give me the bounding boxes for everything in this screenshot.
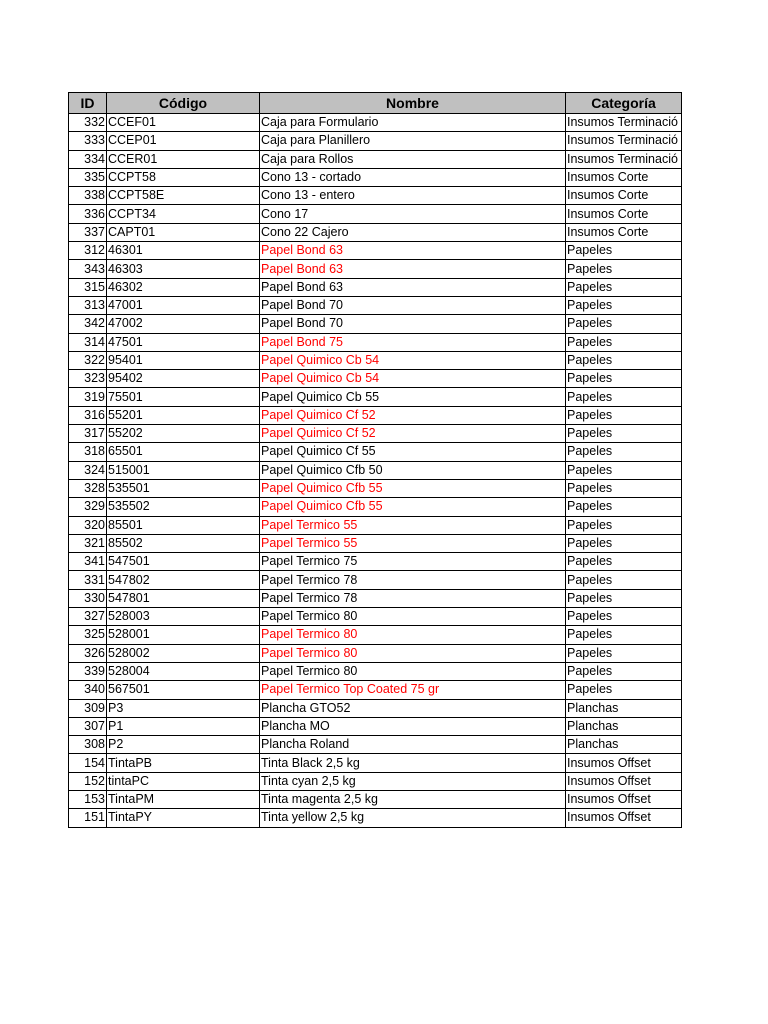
cell-nombre: Papel Bond 63 bbox=[260, 278, 566, 296]
cell-id: 153 bbox=[69, 790, 107, 808]
cell-categoria: Insumos Offset bbox=[566, 790, 682, 808]
cell-categoria: Papeles bbox=[566, 296, 682, 314]
cell-codigo: 47001 bbox=[107, 296, 260, 314]
cell-categoria: Papeles bbox=[566, 644, 682, 662]
cell-nombre: Cono 13 - cortado bbox=[260, 168, 566, 186]
cell-nombre: Papel Termico 80 bbox=[260, 662, 566, 680]
cell-id: 325 bbox=[69, 626, 107, 644]
cell-id: 343 bbox=[69, 260, 107, 278]
cell-codigo: CAPT01 bbox=[107, 223, 260, 241]
cell-nombre: Papel Bond 63 bbox=[260, 242, 566, 260]
cell-codigo: 46302 bbox=[107, 278, 260, 296]
cell-nombre: Papel Termico 55 bbox=[260, 534, 566, 552]
cell-categoria: Papeles bbox=[566, 534, 682, 552]
cell-nombre: Papel Termico 55 bbox=[260, 516, 566, 534]
table-row bbox=[69, 278, 682, 296]
cell-codigo: 65501 bbox=[107, 443, 260, 461]
cell-codigo: 547802 bbox=[107, 571, 260, 589]
table-row bbox=[69, 662, 682, 680]
table-row bbox=[69, 571, 682, 589]
cell-codigo: CCPT58E bbox=[107, 187, 260, 205]
cell-nombre: Plancha Roland bbox=[260, 736, 566, 754]
table-row bbox=[69, 443, 682, 461]
header-codigo: Código bbox=[107, 93, 260, 114]
table-row bbox=[69, 205, 682, 223]
table-row bbox=[69, 534, 682, 552]
cell-codigo: 85501 bbox=[107, 516, 260, 534]
cell-id: 151 bbox=[69, 809, 107, 827]
table-row bbox=[69, 388, 682, 406]
table-row bbox=[69, 644, 682, 662]
table-row bbox=[69, 553, 682, 571]
cell-nombre: Papel Bond 70 bbox=[260, 315, 566, 333]
table-row bbox=[69, 168, 682, 186]
cell-codigo: 47501 bbox=[107, 333, 260, 351]
cell-id: 309 bbox=[69, 699, 107, 717]
table-row bbox=[69, 150, 682, 168]
cell-codigo: 547501 bbox=[107, 553, 260, 571]
cell-id: 340 bbox=[69, 681, 107, 699]
cell-categoria: Papeles bbox=[566, 479, 682, 497]
cell-nombre: Papel Bond 75 bbox=[260, 333, 566, 351]
cell-id: 327 bbox=[69, 608, 107, 626]
table-body bbox=[69, 114, 682, 828]
table-row bbox=[69, 315, 682, 333]
cell-codigo: 528003 bbox=[107, 608, 260, 626]
cell-id: 321 bbox=[69, 534, 107, 552]
cell-categoria: Papeles bbox=[566, 662, 682, 680]
header-id: ID bbox=[69, 93, 107, 114]
cell-categoria: Planchas bbox=[566, 736, 682, 754]
cell-id: 326 bbox=[69, 644, 107, 662]
cell-id: 328 bbox=[69, 479, 107, 497]
cell-categoria: Papeles bbox=[566, 260, 682, 278]
cell-codigo: 47002 bbox=[107, 315, 260, 333]
cell-id: 154 bbox=[69, 754, 107, 772]
table-row bbox=[69, 223, 682, 241]
table-row bbox=[69, 461, 682, 479]
cell-codigo: 55202 bbox=[107, 425, 260, 443]
cell-nombre: Papel Quimico Cfb 55 bbox=[260, 479, 566, 497]
cell-codigo: 55201 bbox=[107, 406, 260, 424]
cell-nombre: Tinta cyan 2,5 kg bbox=[260, 772, 566, 790]
cell-codigo: 46301 bbox=[107, 242, 260, 260]
cell-id: 342 bbox=[69, 315, 107, 333]
cell-categoria: Insumos Corte bbox=[566, 205, 682, 223]
cell-codigo: 528002 bbox=[107, 644, 260, 662]
cell-id: 319 bbox=[69, 388, 107, 406]
table-row bbox=[69, 589, 682, 607]
cell-codigo: TintaPM bbox=[107, 790, 260, 808]
cell-categoria: Papeles bbox=[566, 278, 682, 296]
cell-codigo: 75501 bbox=[107, 388, 260, 406]
cell-nombre: Papel Quimico Cb 54 bbox=[260, 351, 566, 369]
table-header bbox=[69, 93, 682, 114]
cell-categoria: Papeles bbox=[566, 315, 682, 333]
table-row bbox=[69, 479, 682, 497]
cell-codigo: P1 bbox=[107, 717, 260, 735]
table-row bbox=[69, 114, 682, 132]
cell-nombre: Papel Termico Top Coated 75 gr bbox=[260, 681, 566, 699]
table-row bbox=[69, 370, 682, 388]
cell-codigo: CCER01 bbox=[107, 150, 260, 168]
cell-id: 152 bbox=[69, 772, 107, 790]
cell-codigo: tintaPC bbox=[107, 772, 260, 790]
cell-categoria: Papeles bbox=[566, 589, 682, 607]
cell-codigo: 528004 bbox=[107, 662, 260, 680]
cell-nombre: Caja para Rollos bbox=[260, 150, 566, 168]
cell-id: 333 bbox=[69, 132, 107, 150]
cell-nombre: Papel Quimico Cb 55 bbox=[260, 388, 566, 406]
cell-nombre: Plancha MO bbox=[260, 717, 566, 735]
cell-id: 308 bbox=[69, 736, 107, 754]
table-row bbox=[69, 790, 682, 808]
cell-codigo: CCPT58 bbox=[107, 168, 260, 186]
cell-codigo: P3 bbox=[107, 699, 260, 717]
cell-categoria: Papeles bbox=[566, 333, 682, 351]
cell-categoria: Planchas bbox=[566, 699, 682, 717]
cell-codigo: 567501 bbox=[107, 681, 260, 699]
cell-nombre: Papel Quimico Cf 55 bbox=[260, 443, 566, 461]
products-table bbox=[68, 92, 682, 828]
cell-id: 322 bbox=[69, 351, 107, 369]
cell-categoria: Insumos Terminació bbox=[566, 132, 682, 150]
table-row bbox=[69, 406, 682, 424]
header-row bbox=[69, 93, 682, 114]
cell-categoria: Planchas bbox=[566, 717, 682, 735]
cell-categoria: Papeles bbox=[566, 571, 682, 589]
table-row bbox=[69, 425, 682, 443]
cell-id: 336 bbox=[69, 205, 107, 223]
cell-id: 316 bbox=[69, 406, 107, 424]
cell-id: 335 bbox=[69, 168, 107, 186]
cell-codigo: P2 bbox=[107, 736, 260, 754]
table-row bbox=[69, 132, 682, 150]
cell-nombre: Papel Quimico Cf 52 bbox=[260, 425, 566, 443]
cell-nombre: Papel Termico 78 bbox=[260, 571, 566, 589]
cell-id: 330 bbox=[69, 589, 107, 607]
table-row bbox=[69, 333, 682, 351]
cell-id: 314 bbox=[69, 333, 107, 351]
cell-categoria: Papeles bbox=[566, 443, 682, 461]
cell-categoria: Papeles bbox=[566, 242, 682, 260]
cell-categoria: Insumos Corte bbox=[566, 223, 682, 241]
cell-id: 317 bbox=[69, 425, 107, 443]
cell-nombre: Papel Termico 80 bbox=[260, 626, 566, 644]
table-row bbox=[69, 772, 682, 790]
cell-nombre: Caja para Formulario bbox=[260, 114, 566, 132]
cell-id: 338 bbox=[69, 187, 107, 205]
cell-nombre: Cono 22 Cajero bbox=[260, 223, 566, 241]
cell-categoria: Papeles bbox=[566, 425, 682, 443]
table-row bbox=[69, 187, 682, 205]
cell-codigo: CCEF01 bbox=[107, 114, 260, 132]
table-row bbox=[69, 809, 682, 827]
cell-categoria: Papeles bbox=[566, 608, 682, 626]
cell-nombre: Papel Termico 80 bbox=[260, 608, 566, 626]
cell-codigo: 535502 bbox=[107, 498, 260, 516]
cell-categoria: Insumos Corte bbox=[566, 187, 682, 205]
cell-categoria: Papeles bbox=[566, 681, 682, 699]
cell-categoria: Papeles bbox=[566, 626, 682, 644]
cell-id: 329 bbox=[69, 498, 107, 516]
cell-id: 337 bbox=[69, 223, 107, 241]
cell-codigo: 515001 bbox=[107, 461, 260, 479]
cell-categoria: Papeles bbox=[566, 388, 682, 406]
table-row bbox=[69, 608, 682, 626]
cell-codigo: TintaPB bbox=[107, 754, 260, 772]
cell-categoria: Insumos Offset bbox=[566, 809, 682, 827]
cell-nombre: Papel Termico 80 bbox=[260, 644, 566, 662]
table-row bbox=[69, 260, 682, 278]
cell-codigo: CCEP01 bbox=[107, 132, 260, 150]
header-categoria: Categoría bbox=[566, 93, 682, 114]
cell-id: 331 bbox=[69, 571, 107, 589]
table-row bbox=[69, 296, 682, 314]
table-row bbox=[69, 681, 682, 699]
cell-nombre: Tinta Black 2,5 kg bbox=[260, 754, 566, 772]
cell-categoria: Papeles bbox=[566, 370, 682, 388]
cell-nombre: Papel Bond 70 bbox=[260, 296, 566, 314]
cell-categoria: Insumos Terminació bbox=[566, 150, 682, 168]
cell-nombre: Tinta magenta 2,5 kg bbox=[260, 790, 566, 808]
cell-id: 318 bbox=[69, 443, 107, 461]
cell-categoria: Papeles bbox=[566, 351, 682, 369]
table-row bbox=[69, 699, 682, 717]
cell-id: 324 bbox=[69, 461, 107, 479]
cell-id: 323 bbox=[69, 370, 107, 388]
cell-id: 334 bbox=[69, 150, 107, 168]
cell-categoria: Insumos Corte bbox=[566, 168, 682, 186]
cell-categoria: Papeles bbox=[566, 553, 682, 571]
cell-nombre: Cono 17 bbox=[260, 205, 566, 223]
cell-id: 315 bbox=[69, 278, 107, 296]
table-row bbox=[69, 717, 682, 735]
cell-codigo: 528001 bbox=[107, 626, 260, 644]
cell-categoria: Insumos Offset bbox=[566, 754, 682, 772]
cell-nombre: Caja para Planillero bbox=[260, 132, 566, 150]
cell-codigo: TintaPY bbox=[107, 809, 260, 827]
cell-nombre: Papel Quimico Cfb 50 bbox=[260, 461, 566, 479]
header-nombre: Nombre bbox=[260, 93, 566, 114]
cell-codigo: 95402 bbox=[107, 370, 260, 388]
cell-codigo: 95401 bbox=[107, 351, 260, 369]
cell-categoria: Insumos Offset bbox=[566, 772, 682, 790]
cell-categoria: Insumos Terminació bbox=[566, 114, 682, 132]
cell-nombre: Papel Termico 75 bbox=[260, 553, 566, 571]
table-row bbox=[69, 498, 682, 516]
table-row bbox=[69, 242, 682, 260]
cell-nombre: Papel Bond 63 bbox=[260, 260, 566, 278]
cell-categoria: Papeles bbox=[566, 498, 682, 516]
cell-id: 312 bbox=[69, 242, 107, 260]
table-row bbox=[69, 351, 682, 369]
cell-codigo: 535501 bbox=[107, 479, 260, 497]
cell-id: 307 bbox=[69, 717, 107, 735]
cell-categoria: Papeles bbox=[566, 406, 682, 424]
cell-id: 341 bbox=[69, 553, 107, 571]
cell-nombre: Papel Quimico Cf 52 bbox=[260, 406, 566, 424]
cell-codigo: 46303 bbox=[107, 260, 260, 278]
cell-nombre: Tinta yellow 2,5 kg bbox=[260, 809, 566, 827]
cell-nombre: Cono 13 - entero bbox=[260, 187, 566, 205]
cell-id: 339 bbox=[69, 662, 107, 680]
cell-id: 313 bbox=[69, 296, 107, 314]
cell-nombre: Papel Quimico Cfb 55 bbox=[260, 498, 566, 516]
cell-codigo: 85502 bbox=[107, 534, 260, 552]
table-row bbox=[69, 736, 682, 754]
cell-categoria: Papeles bbox=[566, 461, 682, 479]
table-row bbox=[69, 754, 682, 772]
table-row bbox=[69, 516, 682, 534]
cell-nombre: Papel Termico 78 bbox=[260, 589, 566, 607]
cell-id: 332 bbox=[69, 114, 107, 132]
cell-nombre: Plancha GTO52 bbox=[260, 699, 566, 717]
cell-codigo: 547801 bbox=[107, 589, 260, 607]
cell-id: 320 bbox=[69, 516, 107, 534]
cell-categoria: Papeles bbox=[566, 516, 682, 534]
cell-codigo: CCPT34 bbox=[107, 205, 260, 223]
table-row bbox=[69, 626, 682, 644]
cell-nombre: Papel Quimico Cb 54 bbox=[260, 370, 566, 388]
